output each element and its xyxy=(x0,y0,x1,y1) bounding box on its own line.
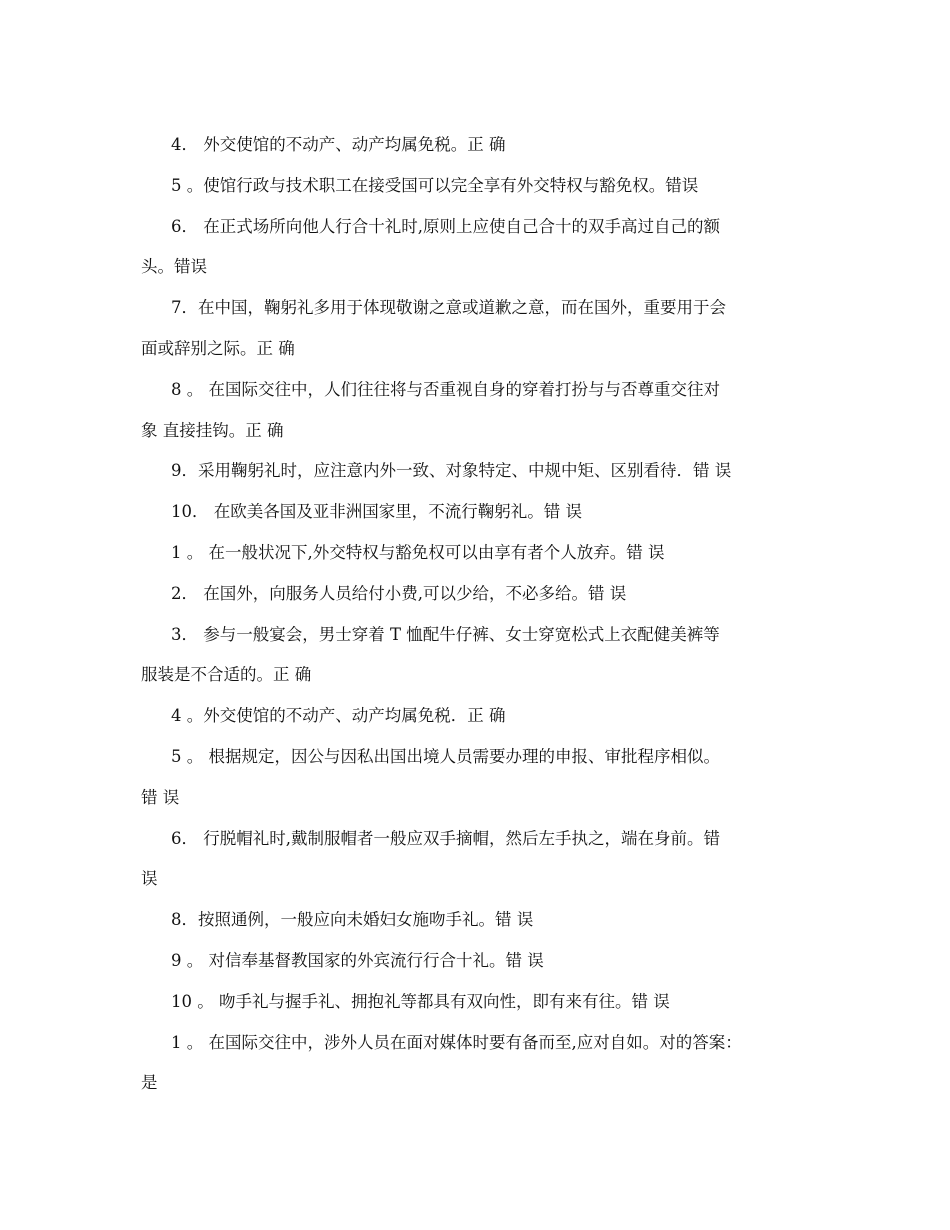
text-line: 8．按照通例，一般应向未婚妇女施吻手礼。错 误 xyxy=(171,910,534,930)
text-line: 头。错误 xyxy=(141,257,207,277)
text-line: 错 误 xyxy=(141,787,180,807)
text-line: 10 。 吻手礼与握手礼、拥抱礼等都具有双向性，即有来有往。错 误 xyxy=(171,991,670,1011)
text-line: 服装是不合适的。正 确 xyxy=(141,665,312,685)
text-line: 2． 在国外，向服务人员给付小费,可以少给，不必多给。错 误 xyxy=(171,583,627,603)
text-line: 9 。 对信奉基督教国家的外宾流行行合十礼。错 误 xyxy=(171,950,544,970)
text-line: 5 。 根据规定，因公与因私出国出境人员需要办理的申报、审批程序相似。 xyxy=(171,746,720,766)
text-line: 面或辞别之际。正 确 xyxy=(141,338,295,358)
text-line: 10． 在欧美各国及亚非洲国家里，不流行鞠躬礼。错 误 xyxy=(171,502,582,522)
text-line: 6． 行脱帽礼时,戴制服帽者一般应双手摘帽，然后左手执之，端在身前。错 xyxy=(171,828,720,848)
text-line: 4． 外交使馆的不动产、动产均属免税。正 确 xyxy=(171,135,506,154)
text-line: 象 直接挂钩。正 确 xyxy=(141,420,284,440)
text-line: 5 。使馆行政与技术职工在接受国可以完全享有外交特权与豁免权。错误 xyxy=(171,175,699,195)
text-line: 7．在中国，鞠躬礼多用于体现敬谢之意或道歉之意，而在国外，重要用于会 xyxy=(171,298,726,318)
text-line: 误 xyxy=(141,869,158,889)
document-body xyxy=(141,125,811,1104)
text-line: 1 。 在一般状况下,外交特权与豁免权可以由享有者个人放弃。错 误 xyxy=(171,542,665,562)
text-line: 是 xyxy=(141,1073,158,1093)
text-line: 1 。 在国际交往中，涉外人员在面对媒体时要有备而至,应对自如。对的答案： xyxy=(171,1032,742,1052)
text-line: 4 。外交使馆的不动产、动产均属免税．正 确 xyxy=(171,706,506,726)
text-line: 8 。 在国际交往中，人们往往将与否重视自身的穿着打扮与与否尊重交往对 xyxy=(171,379,720,399)
text-line: 3． 参与一般宴会，男士穿着 T 恤配牛仔裤、女士穿宽松式上衣配健美裤等 xyxy=(171,624,720,644)
text-line: 6． 在正式场所向他人行合十礼时,原则上应使自己合十的双手高过自己的额 xyxy=(171,216,720,236)
text-line: 9．采用鞠躬礼时，应注意内外一致、对象特定、中规中矩、区别看待．错 误 xyxy=(171,461,732,481)
